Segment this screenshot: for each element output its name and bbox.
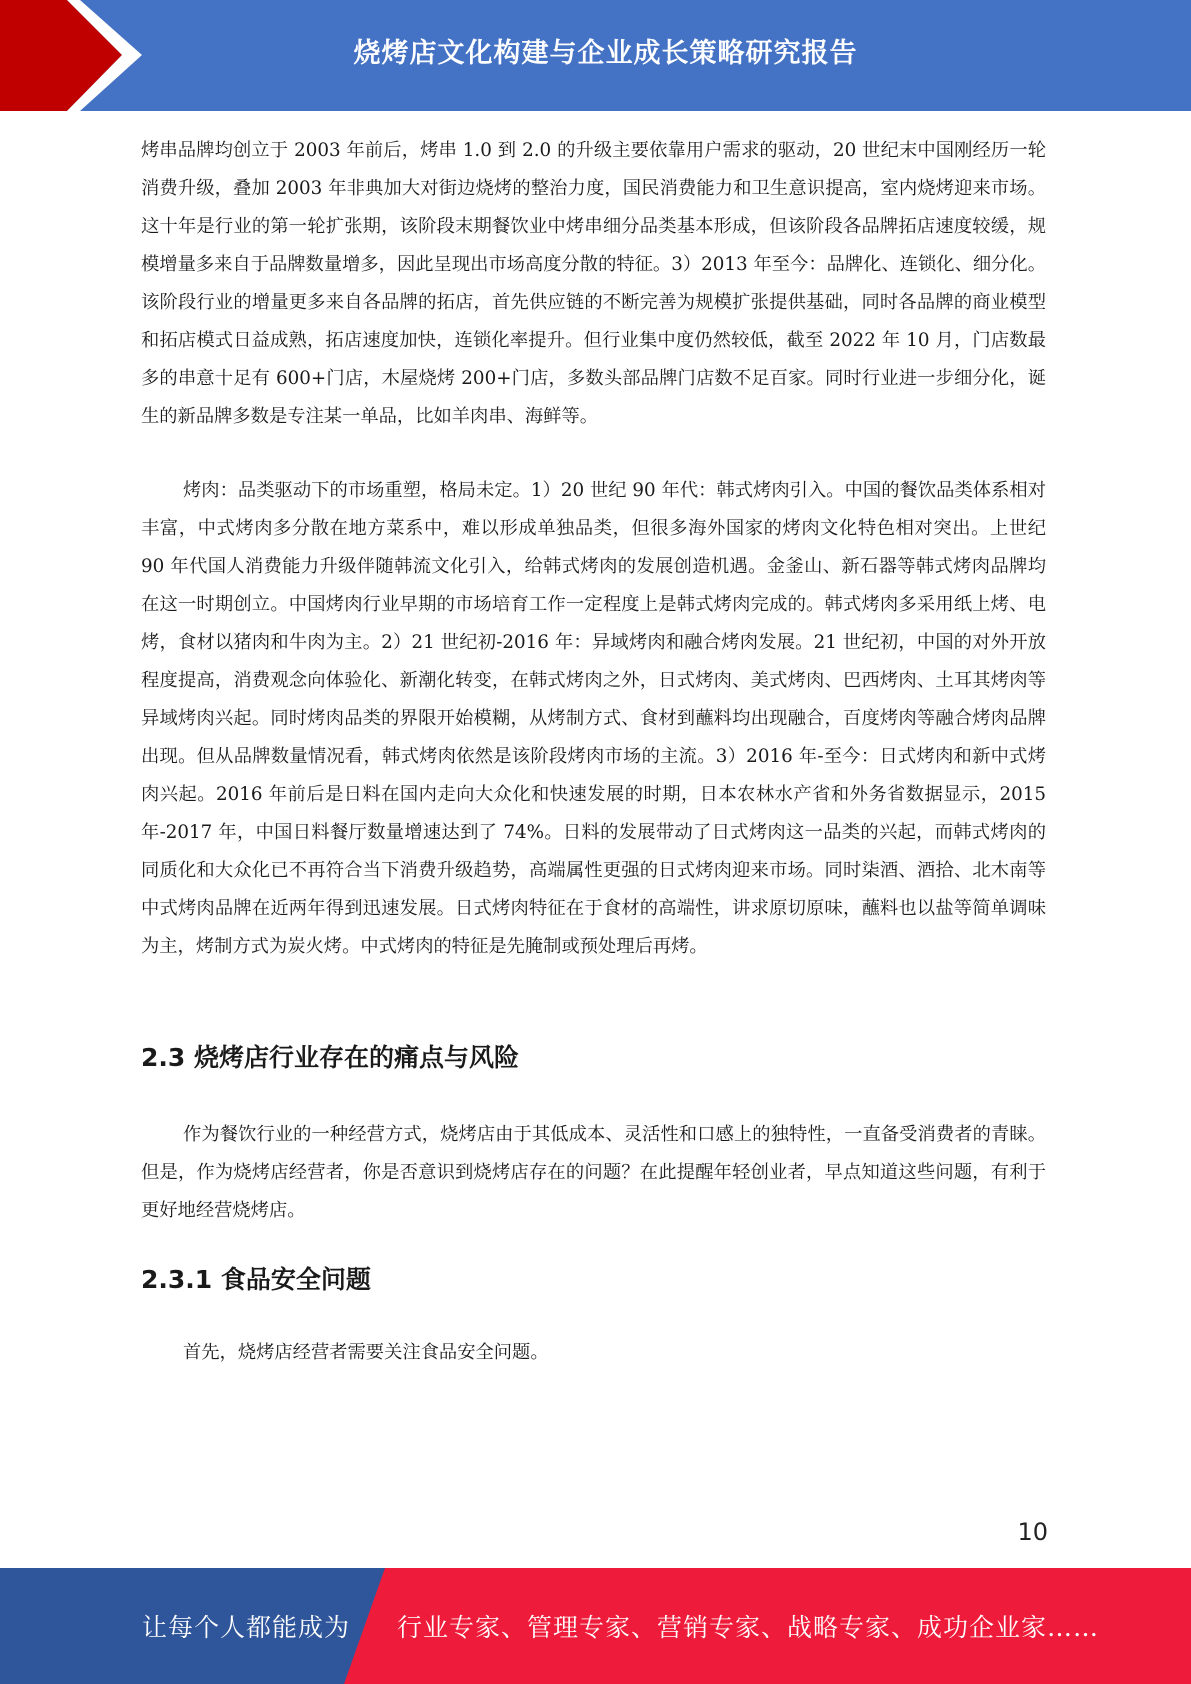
footer-slogan-left: 让每个人都能成为 [142, 1613, 351, 1642]
header-arrow-decoration [0, 0, 160, 111]
section-heading-2-3: 2.3 烧烤店行业存在的痛点与风险 [141, 1043, 519, 1072]
footer-slogan-right: 行业专家、管理专家、营销专家、战略专家、成功企业家…… [397, 1613, 1100, 1642]
body-paragraph-2: 烤肉：品类驱动下的市场重塑，格局未定。1）20 世纪 90 年代：韩式烤肉引入。中国的餐饮品类体系相对丰富，中式烤肉多分散在地方菜系中，难以形成单独品类，但很多海外国家的烤肉文化特色相对突出。上世纪 90 年代国人消费能力升级伴随韩流文化引入，给韩式烤肉的发展创造机遇。金釜山、新石器等韩式烤肉品牌均在这一时期创立。中国烤肉行业早期的市场培育工作一定程度上是韩式烤肉完成的。韩式烤肉多采用纸上烤、电烤，食材以猪肉和牛肉为主。2）21 世纪初-2016 年：异域烤肉和融合烤肉发展。21 世纪初，中国的对外开放程度提高，消费观念向体验化、新潮化转变，在韩式烤肉之外，日式烤肉、美式烤肉、巴西烤肉、土耳其烤肉等异域烤肉兴起。同时烤肉品类的界限开始模糊，从烤制方式、食材到蘸料均出现融合，百度烤肉等融合烤肉品牌出现。但从品牌数量情况看，韩式烤肉依然是该阶段烤肉市场的主流。3）2016 年-至今：日式烤肉和新中式烤肉兴起。2016 年前后是日料在国内走向大众化和快速发展的时期，日本农林水产省和外务省数据显示，2015 年-2017 年，中国日料餐厅数量增速达到了 74%。日料的发展带动了日式烤肉这一品类的兴起，而韩式烤肉的同质化和大众化已不再符合当下消费升级趋势，高端属性更强的日式烤肉迎来市场。同时柒酒、酒拾、北木南等中式烤肉品牌在近两年得到迅速发展。日式烤肉特征在于食材的高端性，讲求原切原味，蘸料也以盐等简单调味为主，烤制方式为炭火烤。中式烤肉的特征是先腌制或预处理后再烤。 [141, 480, 1046, 957]
page-number: 10 [1017, 1518, 1048, 1546]
page-header [0, 0, 1191, 111]
page-content [141, 132, 1046, 1372]
body-paragraph-3: 作为餐饮行业的一种经营方式，烧烤店由于其低成本、灵活性和口感上的独特性，一直备受消费者的青睐。但是，作为烧烤店经营者，你是否意识到烧烤店存在的问题？在此提醒年轻创业者，早点知道这些问题，有利于更好地经营烧烤店。 [141, 1124, 1046, 1221]
section-heading-2-3-1: 2.3.1 食品安全问题 [141, 1265, 371, 1294]
document-title: 烧烤店文化构建与企业成长策略研究报告 [353, 37, 858, 69]
body-paragraph-1: 烤串品牌均创立于 2003 年前后，烤串 1.0 到 2.0 的升级主要依靠用户需求的驱动，20 世纪末中国刚经历一轮消费升级，叠加 2003 年非典加大对街边烧烤的整治力度，国民消费能力和卫生意识提高，室内烧烤迎来市场。这十年是行业的第一轮扩张期，该阶段末期餐饮业中烤串细分品类基本形成，但该阶段各品牌拓店速度较缓，规模增量多来自于品牌数量增多，因此呈现出市场高度分散的特征。3）2013 年至今：品牌化、连锁化、细分化。该阶段行业的增量更多来自各品牌的拓店，首先供应链的不断完善为规模扩张提供基础，同时各品牌的商业模型和拓店模式日益成熟，拓店速度加快，连锁化率提升。但行业集中度仍然较低，截至 2022 年 10 月，门店数最多的串意十足有 600+门店，木屋烧烤 200+门店，多数头部品牌门店数不足百家。同时行业进一步细分化，诞生的新品牌多数是专注某一单品，比如羊肉串、海鲜等。 [141, 140, 1046, 427]
body-paragraph-4: 首先，烧烤店经营者需要关注食品安全问题。 [183, 1342, 549, 1363]
page-footer [0, 1568, 1191, 1684]
